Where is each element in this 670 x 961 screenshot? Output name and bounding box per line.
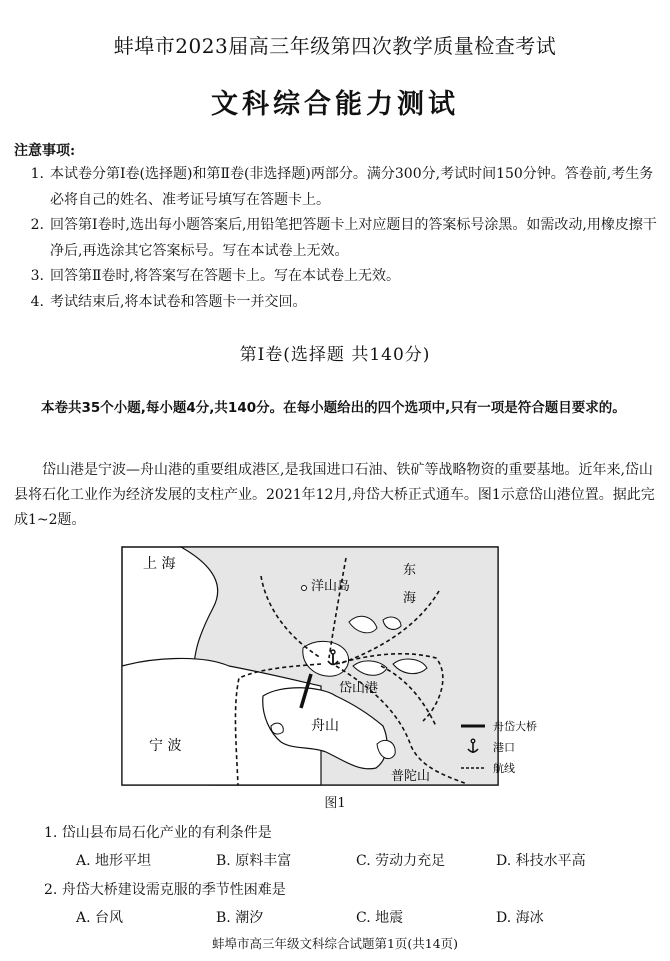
notice-item [14,264,658,290]
notice-text: 考试结束后,将本试卷和答题卡一并交回。 [50,293,307,310]
map-label-daishan-port: 岱山港 [339,681,379,696]
section-title: 第Ⅰ卷(选择题 共140分) [239,345,431,365]
map-label-ningbo: 宁 波 [149,738,182,754]
option-a: A. 台风 [76,910,124,926]
notice-number: 2. [30,217,44,233]
map-label-east-sea: 海 [403,591,417,606]
notice-number: 4. [30,293,44,310]
option-c: C. 地震 [356,910,404,926]
legend-route-label: 航线 [493,762,515,775]
legend-port-label: 港口 [493,741,515,754]
question-2-stem: 2. 舟岱大桥建设需克服的季节性困难是 [44,882,286,898]
question-1-stem: 1. 岱山县布局石化产业的有利条件是 [44,825,272,841]
notice-text: 回答第Ⅱ卷时,将答案写在答题卡上。写在本试卷上无效。 [50,268,400,284]
map-label-east-sea: 东 [403,563,417,578]
legend-bridge-label: 舟岱大桥 [493,720,537,733]
notice-item [14,213,658,264]
notice-number: 1. [30,166,44,182]
option-c: C. 劳动力充足 [356,853,446,869]
notice-list [14,162,658,315]
option-b: B. 潮汐 [216,910,264,926]
map-label-shanghai: 上 海 [143,556,176,572]
exam-subtitle: 文科综合能力测试 [211,89,459,120]
option-d: D. 海冰 [496,910,544,926]
notice-number: 3. [30,268,44,284]
option-a: A. 地形平坦 [76,853,152,869]
option-b: B. 原料丰富 [216,853,292,869]
islet [271,723,283,734]
yangshan-island [302,586,307,591]
map-label-yangshan: 洋山岛 [311,579,351,594]
notice-text: 本试卷分第Ⅰ卷(选择题)和第Ⅱ卷(非选择题)两部分。满分300分,考试时间150分钟。答卷前,考生务必将自己的姓名、准考证号填写在答题卡上。 [50,166,654,208]
map-label-zhoushan: 舟山 [311,718,339,734]
map-figure [121,546,537,786]
section-instructions: 本卷共35个小题,每小题4分,共140分。在每小题给出的四个选项中,只有一项是符合题目要求的。 [41,400,626,416]
notice-item [14,162,658,213]
figure-caption: 图1 [324,796,346,811]
question-1-options [76,850,636,870]
map-label-putuoshan: 普陀山 [391,769,431,784]
question-2-options [76,907,636,927]
exam-title: 蚌埠市2023届高三年级第四次教学质量检查考试 [113,34,557,58]
page-footer: 蚌埠市高三年级文科综合试题第1页(共14页) [211,936,459,951]
notice-item [14,290,658,316]
notice-text: 回答第Ⅰ卷时,选出每小题答案后,用铅笔把答题卡上对应题目的答案标号涂黑。如需改动,用橡皮擦干净后,再选涂其它答案标号。写在本试卷上无效。 [50,217,657,259]
reading-passage: 岱山港是宁波—舟山港的重要组成港区,是我国进口石油、铁矿等战略物资的重要基地。近年来,岱山县将石化工业作为经济发展的支柱产业。2021年12月,舟岱大桥正式通车。图1示意岱山港位置。据此完成1~2题。 [14,462,655,528]
notice-heading: 注意事项: [14,143,76,159]
option-d: D. 科技水平高 [496,853,586,869]
